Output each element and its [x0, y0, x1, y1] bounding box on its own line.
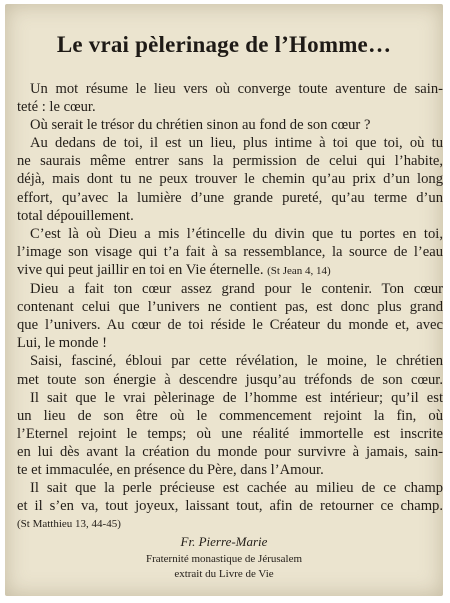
text-line: [17, 261, 443, 280]
body-text: [17, 80, 443, 533]
text-line: l’image son visage qui t’a fait à sa ressemblance, la source de l’eau: [17, 243, 443, 260]
text-line: teté : le cœur.: [17, 99, 96, 116]
text-line: Lui, le monde !: [17, 335, 107, 352]
poster-page: [5, 4, 443, 596]
text-line: ne saurais même entrer sans la permission de celui qui l’habite,: [17, 153, 443, 170]
text-line: Dieu a fait ton cœur assez grand pour le contenir. Ton cœur: [30, 281, 443, 298]
scripture-reference: (St Jean 4, 14): [267, 264, 331, 277]
text-line: te et immaculée, en présence du Père, dans l’Amour.: [17, 461, 324, 478]
text-line: Au dedans de toi, il est un lieu, plus intime à toi que toi, où tu: [30, 135, 443, 152]
text-line: l’Eternel rejoint le temps; où une réalité immortelle est inscrite: [17, 425, 443, 442]
signature-source: extrait du Livre de Vie: [174, 568, 274, 580]
text-line: Il sait que la perle précieuse est cachée au milieu de ce champ: [30, 480, 443, 497]
signature-community: Fraternité monastique de Jérusalem: [145, 553, 303, 565]
text-line: un lieu de son être où le commencement rejoint la fin, où: [17, 407, 443, 424]
text-line: déjà, mais dont tu ne peux trouver le chemin qu’au prix d’un long: [17, 171, 443, 188]
document-title: Le vrai pèlerinage de l’Homme…: [56, 32, 392, 57]
text-line: total dépouillement.: [17, 207, 134, 224]
signature-author: Fr. Pierre-Marie: [180, 534, 268, 549]
text-line: Saisi, fasciné, ébloui par cette révélation, le moine, le chrétien: [30, 353, 443, 370]
text-line: effort, qu’avec la lumière d’une grande pureté, qu’au terme d’un: [17, 189, 443, 206]
text-line: met toute son énergie à descendre jusqu’au tréfonds de son cœur.: [17, 371, 443, 388]
text-line: C’est là où Dieu a mis l’étincelle du divin que tu portes en toi,: [30, 225, 443, 242]
text-line: et il s’en va, tout joyeux, laissant tout, afin de retourner ce champ.: [17, 498, 443, 515]
text-line: que l’univers. Au cœur de toi réside le Créateur du monde et, avec: [17, 317, 443, 334]
scripture-reference: (St Matthieu 13, 44-45): [17, 518, 121, 531]
text-line: en lui dès avant la création du monde pour survivre à jamais, sain-: [17, 443, 443, 460]
text-line: Il sait que le vrai pèlerinage de l’homme est intérieur; qu’il est: [30, 389, 443, 406]
text-line-part: vive qui peut jaillir en toi en Vie éternelle.: [17, 261, 264, 278]
text-line: Où serait le trésor du chrétien sinon au fond de son cœur ?: [30, 117, 371, 134]
text-line: contenant celui que l’univers ne contient pas, est donc plus grand: [17, 299, 443, 316]
text-line: Un mot résume le lieu vers où converge toute aventure de sain-: [30, 81, 443, 97]
